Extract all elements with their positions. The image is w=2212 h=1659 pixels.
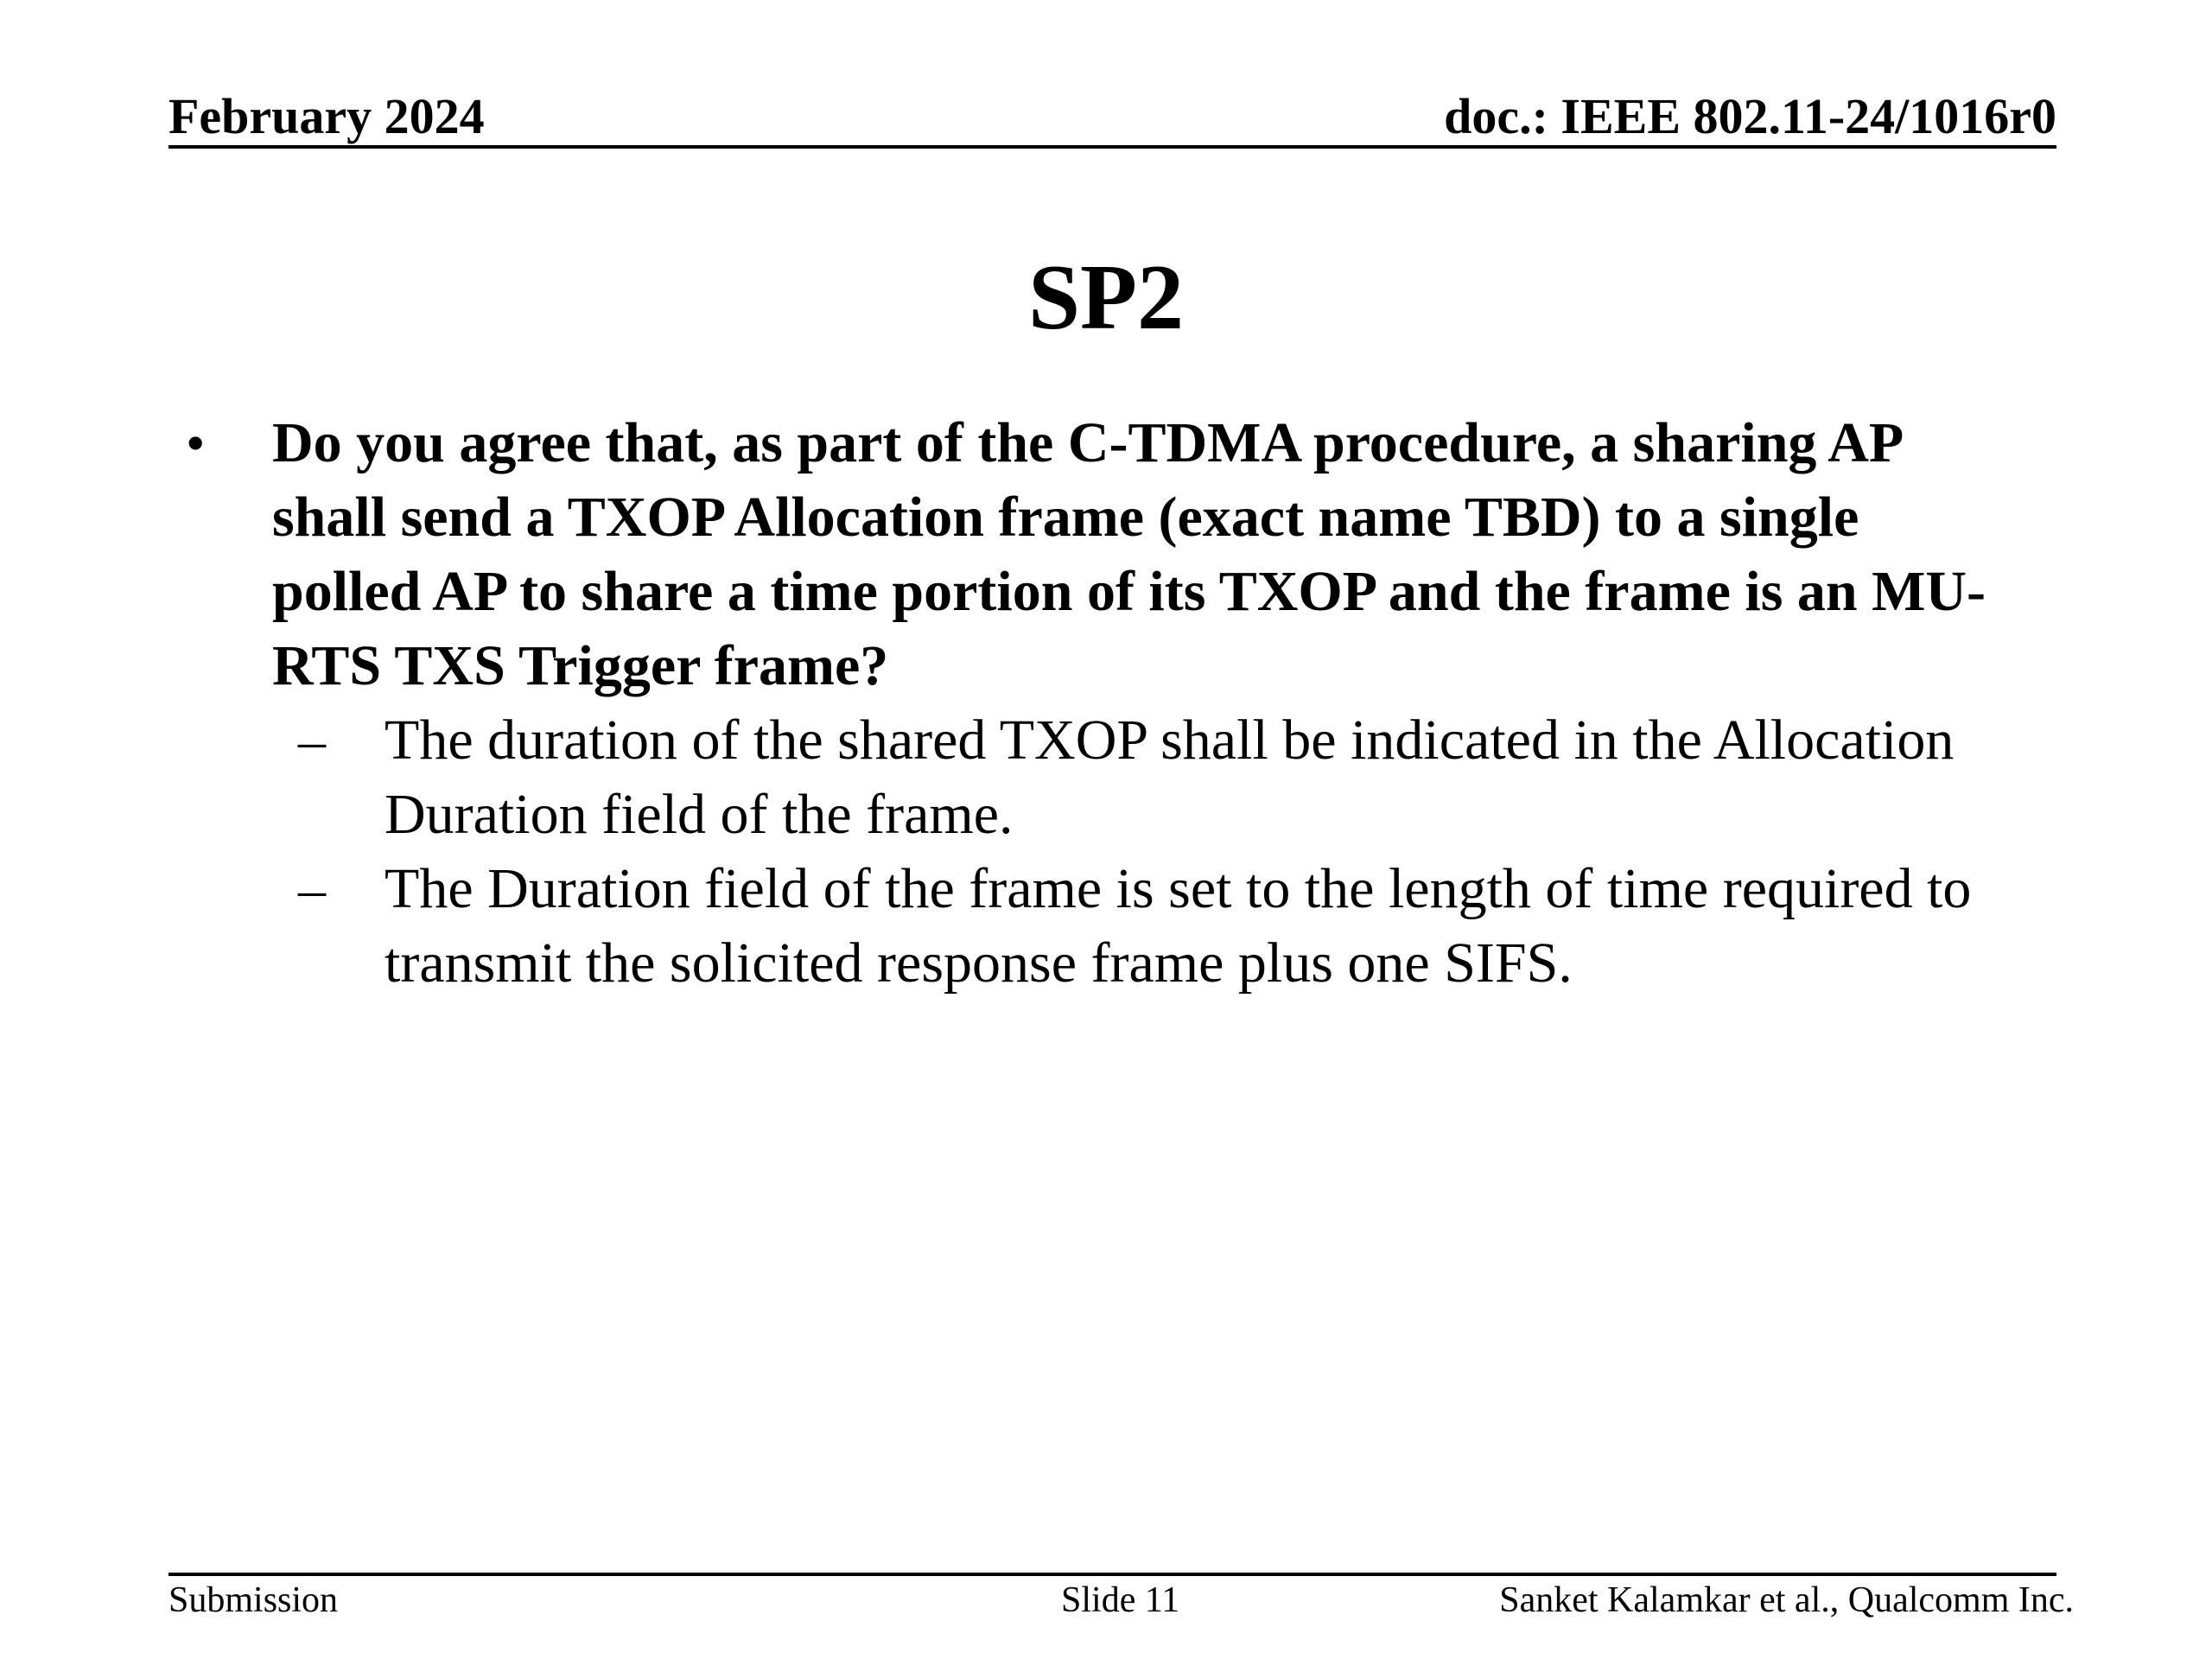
footer-author: Sanket Kalamkar et al., Qualcomm Inc. [1499, 1580, 2074, 1620]
sub-bullet-list [186, 703, 2044, 1001]
header-doc-id: doc.: IEEE 802.11-24/1016r0 [1444, 88, 2056, 144]
sub-bullet-item [298, 703, 2026, 852]
sub-bullet-text: The duration of the shared TXOP shall be indicated in the Allocation Duration field of the frame. [385, 709, 1955, 846]
header-divider [168, 145, 2056, 149]
sub-bullet-marker: – [298, 709, 326, 771]
footer-submission: Submission [168, 1580, 339, 1620]
sub-bullet-item [298, 852, 2026, 1001]
bullet-text: Do you agree that, as part of the C-TDMA procedure, a sharing AP shall send a TXOP Allocation frame (exact name TBD) to a single polled AP to share a time portion of its TXOP and the frame is an MU-RTS TXS Trigger frame? [272, 411, 1986, 697]
sub-bullet-text: The Duration field of the frame is set to the length of time required to transmit the solicited response frame plus one SIFS. [385, 857, 1972, 995]
footer-slide-number: Slide 11 [1061, 1580, 1180, 1620]
sub-bullet-marker: – [298, 858, 326, 919]
bullet-marker: • [186, 412, 206, 474]
header-date: February 2024 [168, 88, 485, 144]
bullet-item [186, 406, 2018, 703]
slide-title: SP2 [1027, 246, 1185, 349]
footer-divider [168, 1573, 2056, 1576]
